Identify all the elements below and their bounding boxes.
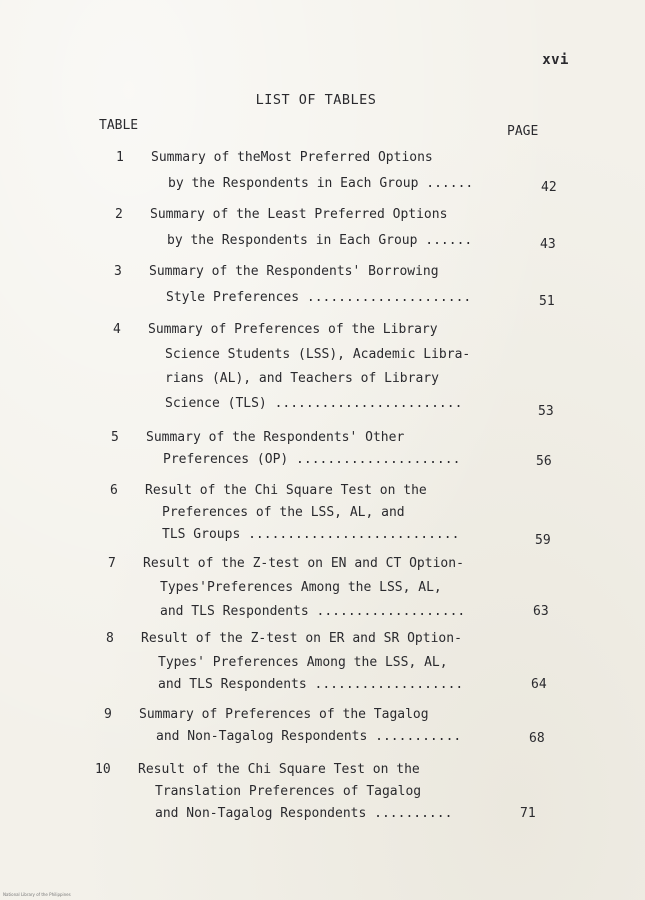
entry-number: 6 <box>110 483 118 498</box>
entry-line: by the Respondents in Each Group ...... 42 <box>168 171 586 197</box>
entry-page: 42 <box>541 180 557 195</box>
entry-number: 8 <box>106 631 114 646</box>
entry-line: Style Preferences ..................... 51 <box>166 285 584 311</box>
entry-line: Summary of Preferences of the Library <box>148 322 438 337</box>
entry-line: Summary of the Respondents' Borrowing <box>149 264 439 279</box>
entry-line: Science Students (LSS), Academic Libra- <box>165 347 471 362</box>
entry-line: Translation Preferences of Tagalog <box>155 784 422 799</box>
table-entry-8 <box>106 626 576 698</box>
entry-line: Summary of Preferences of the Tagalog <box>139 707 429 722</box>
table-entry-4 <box>113 317 583 417</box>
scan-footer: National Library of the Philippines <box>3 892 71 897</box>
table-entry-3 <box>114 259 584 311</box>
entry-line: Science (TLS) ........................ 53 <box>165 391 583 417</box>
table-entry-9 <box>104 702 574 750</box>
entry-line: Result of the Z-test on EN and CT Option- <box>143 556 464 571</box>
entry-line: and TLS Respondents ................... 63 <box>160 599 578 625</box>
entry-line: Types'Preferences Among the LSS, AL, <box>160 580 442 595</box>
table-entry-10 <box>95 757 565 827</box>
page-column-header: PAGE <box>507 124 539 139</box>
entry-number: 7 <box>108 556 116 571</box>
entry-line: Summary of the Respondents' Other <box>146 430 405 445</box>
table-entry-1 <box>116 145 586 197</box>
entry-number: 2 <box>115 207 123 222</box>
table-entry-2 <box>115 202 585 254</box>
entry-number: 10 <box>95 762 111 777</box>
entry-line: by the Respondents in Each Group ...... 43 <box>167 228 585 254</box>
entry-page: 53 <box>538 404 554 419</box>
entry-page: 68 <box>529 731 545 746</box>
entry-number: 9 <box>104 707 112 722</box>
entry-page: 64 <box>531 677 547 692</box>
table-column-header: TABLE <box>99 118 139 133</box>
entry-line: rians (AL), and Teachers of Library <box>165 371 439 386</box>
table-entry-7 <box>108 551 578 625</box>
entry-page: 43 <box>540 237 556 252</box>
entry-page: 56 <box>536 454 552 469</box>
entry-line: Types' Preferences Among the LSS, AL, <box>158 655 448 670</box>
entry-line: and Non-Tagalog Respondents .......... 71 <box>155 801 565 827</box>
entry-line: Summary of theMost Preferred Options <box>151 150 433 165</box>
roman-page-number: xvi <box>542 52 569 68</box>
entry-line: Result of the Chi Square Test on the <box>138 762 420 777</box>
entry-line: Preferences (OP) ..................... 56 <box>163 447 581 473</box>
entry-page: 63 <box>533 604 549 619</box>
entry-line: and TLS Respondents ................... 64 <box>158 672 576 698</box>
entry-page: 59 <box>535 533 551 548</box>
entry-line: and Non-Tagalog Respondents ........... 68 <box>156 724 574 750</box>
entry-line: Result of the Z-test on ER and SR Option- <box>141 631 462 646</box>
table-entry-6 <box>110 478 580 548</box>
entry-number: 5 <box>111 430 119 445</box>
entry-number: 1 <box>116 150 124 165</box>
entry-number: 4 <box>113 322 121 337</box>
entry-line: Result of the Chi Square Test on the <box>145 483 427 498</box>
entry-page: 51 <box>539 294 555 309</box>
entry-line: TLS Groups ........................... 59 <box>162 522 580 548</box>
entry-line: Preferences of the LSS, AL, and <box>162 505 405 520</box>
entry-line: Summary of the Least Preferred Options <box>150 207 448 222</box>
list-heading: LIST OF TABLES <box>255 92 377 108</box>
table-entry-5 <box>111 425 581 473</box>
entry-page: 71 <box>520 806 536 821</box>
entry-number: 3 <box>114 264 122 279</box>
